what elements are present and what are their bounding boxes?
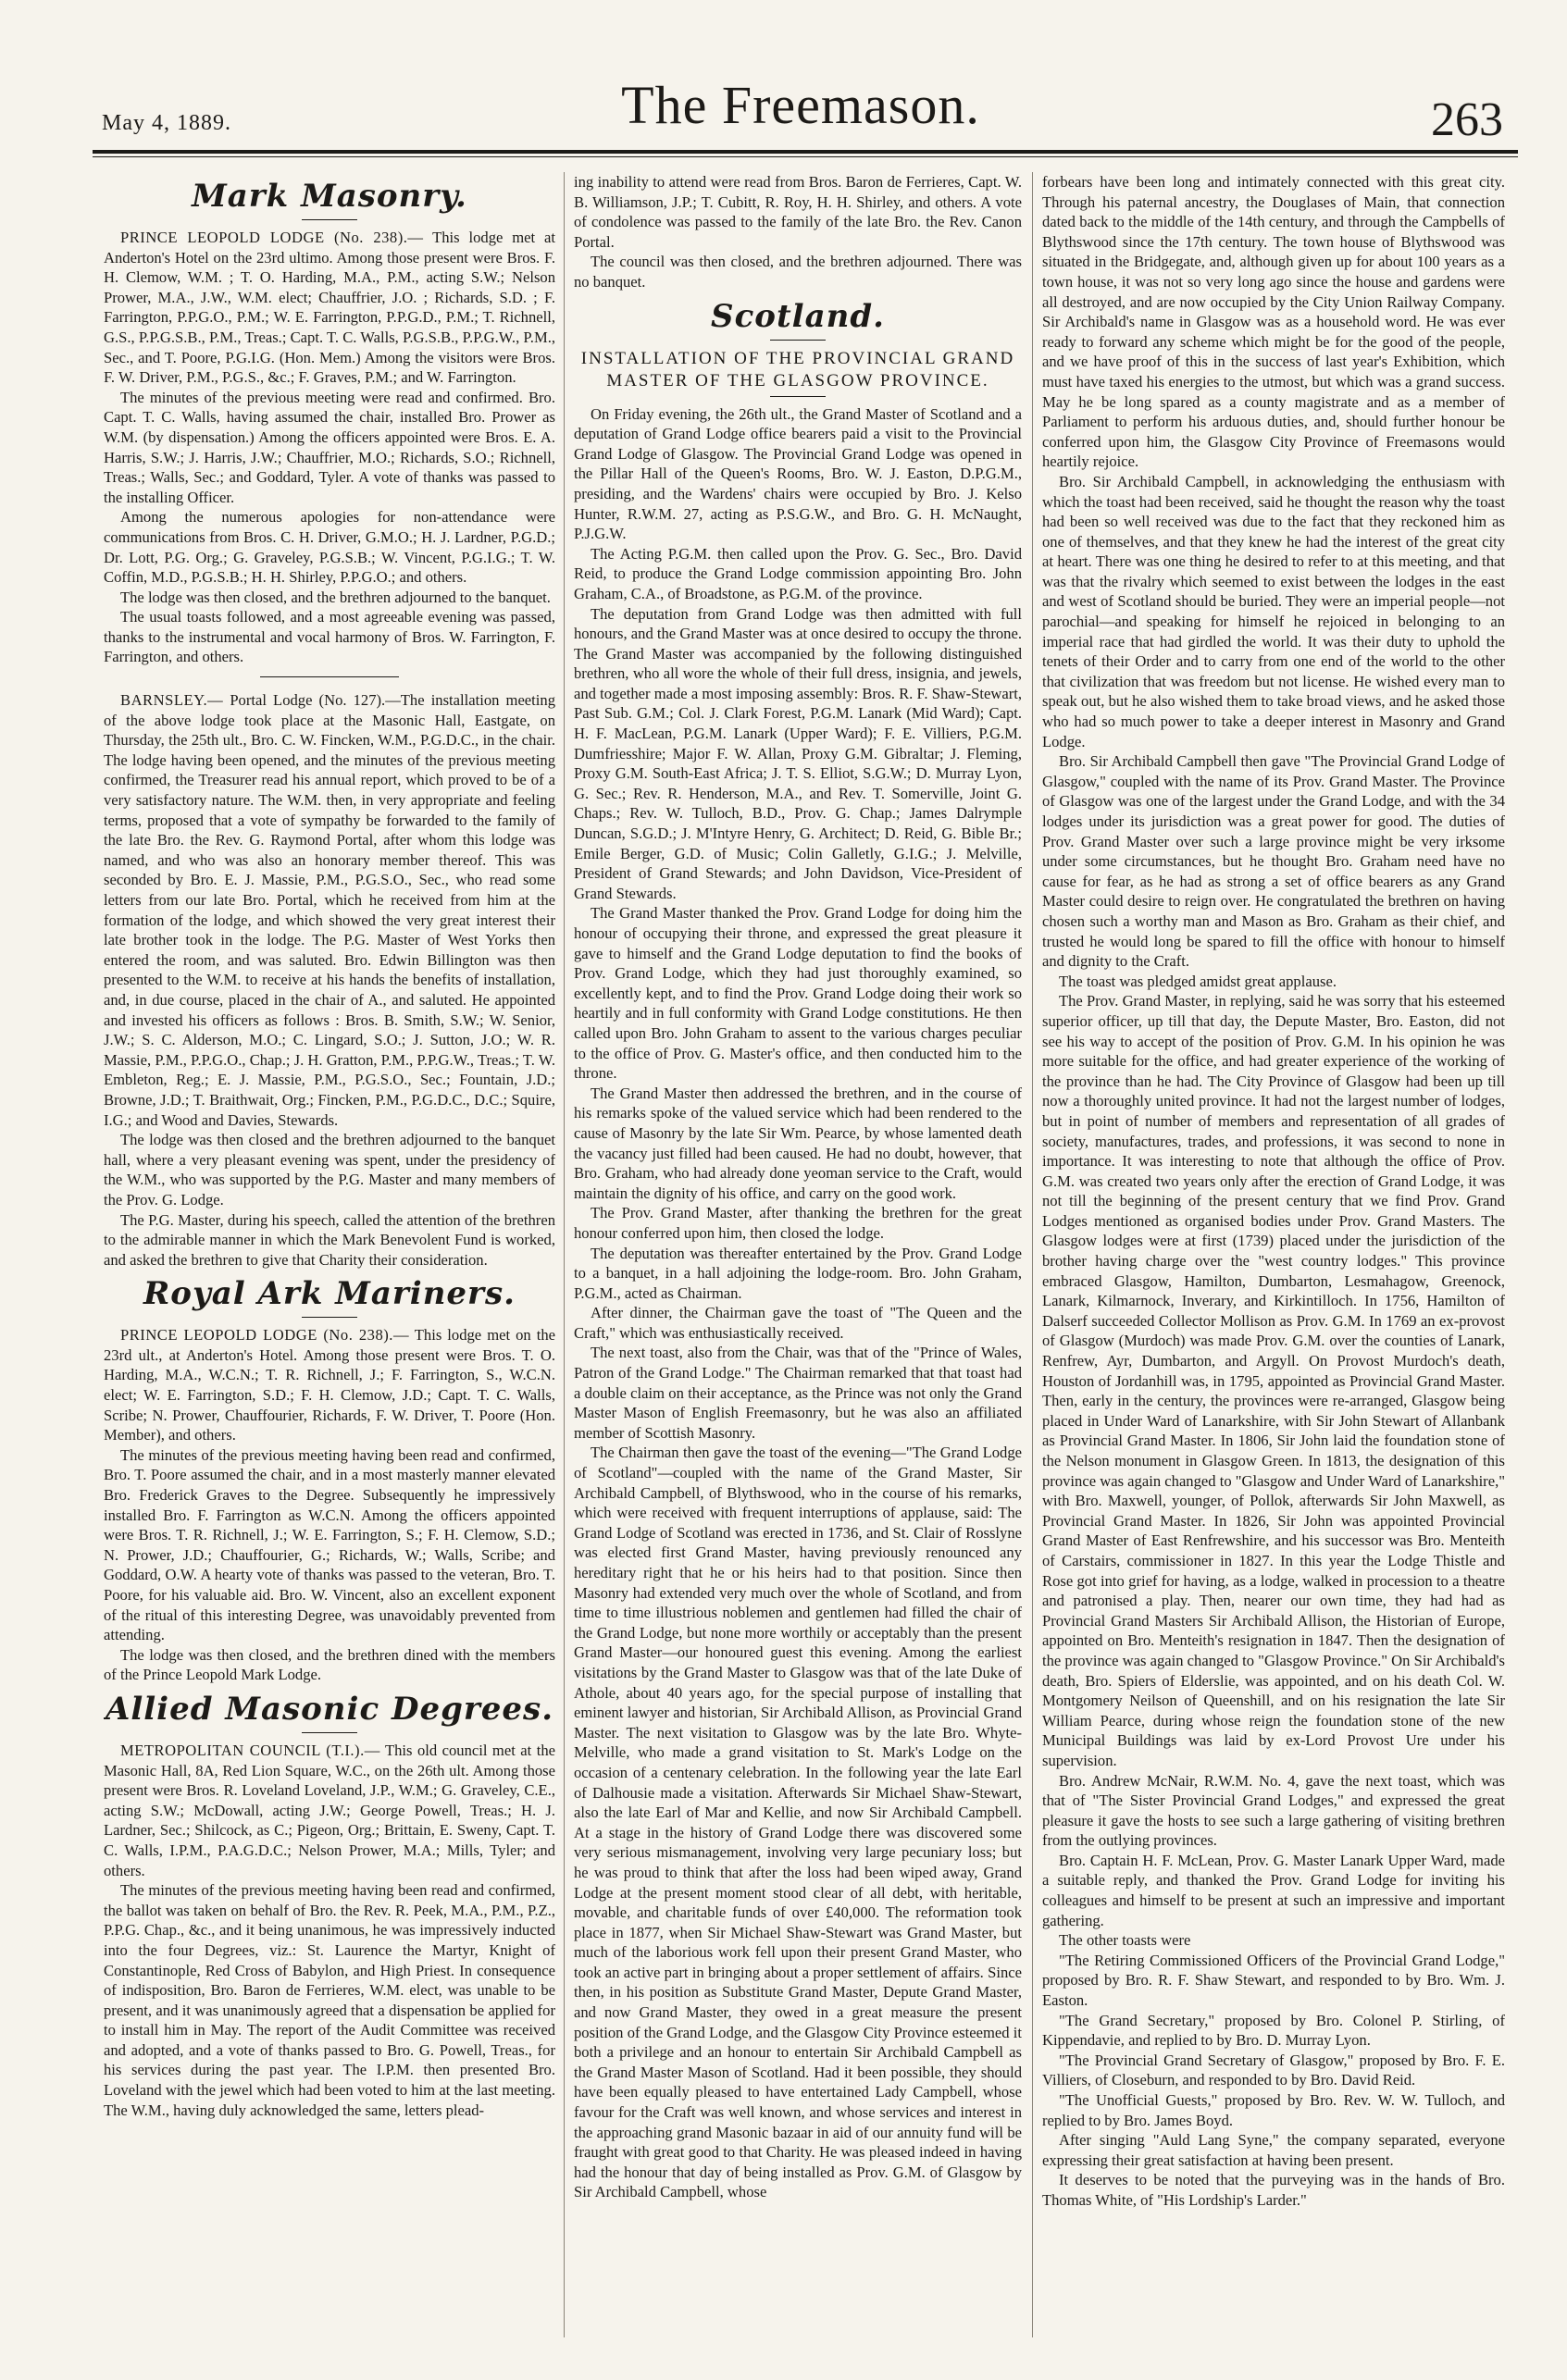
paragraph: The Acting P.G.M. then called upon the Prov. G. Sec., Bro. David Reid, to produce the Grand Lodge commission appointing Bro. John Graham, C.A., of Broadstone, as P.G.M. of the province. [574,544,1022,602]
paragraph: forbears have been long and intimately connected with this great city. Through his paternal ancestry, the Douglases of Main, that connection dated back to the middle of the 14th century, and through the Campbells of Blythswood since the 17th century. The town house of Blythswood was situated in the Bridgegate, and, although given up for about 100 years as a town house, it was not so very long ago since the house and gardens were all destroyed, and are now occupied by the City Union Railway Company. Sir Archibald's name in Glasgow was as a household word. He was ever ready to forward any scheme which might be for the good of the people, and we have proof of this in the success of last year's Exhibition, which must have taxed his energies to the utmost, but which was a grand success. May he be long spared as a county magistrate and as a member of Parliament to perform his arduous duties, and, should further honour be conferred upon him, the Glasgow City Province of Freemasons would heartily rejoice. [1042,173,1505,471]
paragraph: Bro. Captain H. F. McLean, Prov. G. Master Lanark Upper Ward, made a suitable reply, and thanked the Prov. Grand Lodge for inviting his colleagues and himself to be present at such an impressive and important gathering. [1042,1851,1505,1929]
paragraph: The Prov. Grand Master, after thanking the brethren for the great honour conferred upon him, then closed the lodge. [574,1204,1022,1242]
paragraph: Among the numerous apologies for non-attendance were communications from Bros. C. H. Driver, G.M.O.; H. J. Lardner, P.G.D.; Dr. Lott, P.G. Org.; G. Graveley, P.G.S.B.; W. Vincent, P.G.I.G.; T. W. Coffin, M.D., P.G.S.B.; H. H. Shirley, P.P.G.O.; and others. [104,508,555,587]
paragraph: It deserves to be noted that the purveying was in the hands of Bro. Thomas White, of "His Lordship's Larder." [1042,2171,1505,2209]
lodge-name: PRINCE LEOPOLD LODGE (No. 238).— [120,229,424,246]
paragraph: Bro. Sir Archibald Campbell, in acknowledging the enthusiasm with which the toast had been received, said he thought the reason why the toast had been so well received was due to the fact that they reckoned him as one of themselves, and that they knew he had the interest of the great city at heart. There was one thing he desired to refer to at this meeting, and that was that the rivalry which seemed to exist between the lodges in the east and west of Scotland should be buried. They were an imperial people—not parochial—and speaking for himself he rejoiced in belonging to an imperial race that had girdled the world. It was their duty to uphold the tenets of their Order and to carry from one end of the world to the other that civilization that was freedom but not license. He wished every man to speak out, but he also wished them to take broad views, and he asked those who had so much power to take a deeper interest in Masonry and Grand Lodge. [1042,472,1505,750]
paragraph: The minutes of the previous meeting having been read and confirmed, Bro. T. Poore assumed the chair, and in a most masterly manner elevated Bro. Frederick Graves to the Degree. Subsequently he impressively installed Bro. F. Farrington as W.C.N. Among the officers appointed were Bros. T. R. Richnell, J.; W. E. Farrington, S.; F. H. Clemow, S.D.; N. Prower, J.D.; Chauffourier, G.; Richards, W.; Walls, Scribe; and Goddard, O.W. A hearty vote of thanks was passed to the veteran, Bro. T. Poore, for his valuable aid. Bro. W. Vincent, also an excellent exponent of the ritual of this interesting Degree, was unavoidably prevented from attending. [104,1445,555,1644]
paragraph: "The Grand Secretary," proposed by Bro. Colonel P. Stirling, of Kippendavie, and replied to by Bro. D. Murray Lyon. [1042,2011,1505,2050]
paragraph: The Grand Master then addressed the brethren, and in the course of his remarks spoke of the valued service which had been rendered to the cause of Masonry by the late Sir Wm. Pearce, by whose lamented death the vacancy just filled had been caused. He had no doubt, however, that Bro. Graham, who had already done yeoman service to the Craft, would maintain the dignity of his office, and carry on the good work. [574,1084,1022,1202]
issue-date: May 4, 1889. [102,111,231,135]
paragraph: The lodge was then closed, and the brethren adjourned to the banquet. [120,588,551,606]
column-2 [574,172,1022,2356]
paragraph: The deputation was thereafter entertained by the Prov. Grand Lodge to a banquet, in a hall adjoining the lodge-room. Bro. John Graham, P.G.M., acted as Chairman. [574,1244,1022,1302]
column-separator [1032,172,1033,2337]
lodge-report-text: This old council met at the Masonic Hall, 8A, Red Lion Square, W.C., on the 26th ult. Among those present were Bros. R. Loveland Loveland, J.P., W.M.; G. Graveley, C.E., acting S.W.; McDowall, acting J.W.; George Powell, Treas.; H. J. Lardner, Sec.; Shilcock, as C.; Pigeon, Org.; Brittain, E. Sweny, Capt. T. C. Walls, I.P.M., P.A.G.D.C.; Nelson Prower, M.A.; Mills, Tyler; and others. [104,1741,555,1879]
section-rule [302,1732,357,1733]
lodge-report-text: Portal Lodge (No. 127).—The installation meeting of the above lodge took place at the Masonic Hall, Eastgate, on Thursday, the 25th ult., Bro. C. W. Fincken, W.M., P.G.D.C., in the chair. The lodge having been opened, and the minutes of the previous meeting confirmed, the Treasurer read his annual report, which proved to be of a very satisfactory nature. The W.M. then, in very appropriate and feeling terms, proposed that a vote of sympathy be forwarded to the family of the late Bro. the Rev. G. Raymond Portal, after whom this lodge was named, and who was also an honorary member thereof. This was seconded by Bro. E. J. Massie, P.M., P.G.S.O., Sec., who read some letters from our late Bro. Portal, which he received from him at the formation of the lodge, and which showed the very great interest their late brother took in the lodge. The P.G. Master of West Yorks then entered the room, and was saluted. Bro. Edwin Billington was then presented to the W.M. to receive at his hands the benefits of installation, and, in due course, placed in the chair of A., and saluted. He appointed and invested his officers as follows : Bros. B. Smith, S.W.; W. Senior, J.W.; S. C. Alderson, M.O.; C. Lingard, S.O.; J. Sutton, J.O.; W. R. Massie, P.M., P.P.G.O., Chap.; J. H. Gratton, P.M., P.P.G.W., Treas.; T. W. Embleton, Reg.; E. J. Massie, P.M., P.G.S.O., Sec.; Fountain, J.D.; Browne, J.D.; T. Braithwait, Org.; Fincken, P.M., P.G.D.C., D.C.; Squire, I.G.; and Wood and Davies, Stewards. [104,691,555,1129]
paragraph: The Chairman then gave the toast of the evening—"The Grand Lodge of Scotland"—coupled with the name of the Grand Master, Sir Archibald Campbell, of Blythswood, who in the course of his remarks, which were received with frequent interruptions of applause, said: The Grand Lodge of Scotland was erected in 1736, and St. Clair of Rosslyne was elected first Grand Master, having previously renounced any hereditary right that he or his heirs had to that position. Since then Masonry had extended very much over the whole of Scotland, and from time to time illustrious noblemen and gentlemen had filled the chair of the Grand Lodge, but none more worthily or acceptably than the present Grand Master—our honoured guest this evening. Among the earliest visitations by the Grand Master to Glasgow was that of the late Duke of Athole, about 40 years ago, for the special purpose of installing that eminent lawyer and historian, Sir Archibald Allison, as Provincial Grand Master. The next visitation to Glasgow was by the late Bro. Whyte-Melville, who made a grand visitation to St. Mark's Lodge on the occasion of a centenary celebration. In the following year the late Earl of Dalhousie made a visitation. Afterwards Sir Michael Shaw-Stewart, also the late Earl of Mar and Kellie, and now Sir Archibald Campbell. At a stage in the history of Grand Lodge there was discovered some very serious mismanagement, involving very large pecuniary loss; but he was proud to think that after the loss had been wiped away, Grand Lodge at the present moment stood clear of all debt, with heritable, movable, and charitable funds of over £40,000. The reformation took place in 1877, when Sir Michael Shaw-Stewart was Grand Master, but much of the laborious work fell upon their present Grand Master, who took an active part in bringing about a proper settlement of affairs. Since then, in his position as Substitute Grand Master, Depute Grand Master, and now Grand Master, they owed in a great measure the present position of the Grand Lodge, and the Glasgow City Province esteemed it both a privilege and an honour to entertain Sir Archibald Campbell as the Grand Master Mason of Scotland. Had it been possible, they should have been equally pleased to have entertained Lady Campbell, whose favour for the Craft was well known, and whose services and interest in the approaching grand Masonic bazaar in aid of our annuity fund will be fraught with great good to that Charity. He was pleased indeed in having had the honour that day of being installed as Prov. G.M. of Glasgow by Sir Archibald Campbell, whose [574,1444,1022,2201]
paragraph: "The Provincial Grand Secretary of Glasgow," proposed by Bro. F. E. Villiers, of Closeburn, and responded to by Bro. David Reid. [1042,2051,1505,2089]
paragraph: "The Retiring Commissioned Officers of the Provincial Grand Lodge," proposed by Bro. R. F. Shaw Stewart, and responded to by Bro. Wm. J. Easton. [1042,1951,1505,2010]
masthead-rule-thin [93,156,1518,157]
lodge-name: BARNSLEY.— [120,691,224,710]
lodge-report [104,1325,555,1445]
column-1 [104,172,555,2356]
paragraph: The toast was pledged amidst great applause. [1059,972,1337,990]
masthead-rule [93,150,1518,154]
paragraph: Bro. Sir Archibald Campbell then gave "The Provincial Grand Lodge of Glasgow," coupled with the name of its Prov. Grand Master. The Province of Glasgow was one of the largest under the Grand Lodge, and with the 34 lodges under its jurisdiction was a great power for good. The duties of Prov. Grand Master over such a large province might be very irksome under some circumstances, but he thought Bro. Graham need have no cause for fear, as he had as strong a set of office bearers as any Grand Master could desire to reign over. He congratulated the brethren on having chosen such a worthy man and Mason as Bro. Graham as their chief, and trusted he would long be spared to fill the office with honour to himself and dignity to the Craft. [1042,752,1505,971]
lodge-name: PRINCE LEOPOLD LODGE (No. 238).— [120,1326,410,1345]
paragraph: After dinner, the Chairman gave the toast of "The Queen and the Craft," which was enthusiastically received. [574,1304,1022,1342]
paragraph: The deputation from Grand Lodge was then admitted with full honours, and the Grand Master was at once desired to occupy the throne. The Grand Master was accompanied by the following distinguished brethren, who all wore the whole of their full dress, insignia, and jewels, and together made a most imposing assembly: Bros. R. F. Shaw-Stewart, Past Sub. G.M.; Col. J. Clark Forest, P.G.M. Lanark (Mid Ward); Capt. H. F. MacLean, P.G.M. Lanark (Upper Ward); F. E. Villiers, P.G.M. Dumfriesshire; Major F. W. Allan, Proxy G.M. Gibraltar; J. Fleming, Proxy G.M. South-East Africa; J. T. S. Elliot, S.G.W.; D. Murray Lyon, G. Sec.; Rev. R. Henderson, M.A., and Rev. T. Somerville, Joint G. Chaps.; Rev. W. Tulloch, B.D., Prov. G. Chap.; James Dalrymple Duncan, S.G.D.; J. M'Intyre Henry, G. Architect; D. Reid, G. Bible Br.; Emile Berger, G.D. of Music; Colin Galletly, G.I.G.; J. Melville, President of Grand Stewards; and John Davidson, Vice-President of Grand Stewards. [574,604,1022,902]
paragraph: On Friday evening, the 26th ult., the Grand Master of Scotland and a deputation of Grand Lodge office bearers paid a visit to the Provincial Grand Lodge of Glasgow. The Provincial Grand Lodge was opened in the Pillar Hall of the Queen's Rooms, Bro. W. J. Easton, D.P.G.M., presiding, and the Wardens' chairs were occupied by Bro. J. Kelso Hunter, R.W.M. 27, acting as P.S.G.W., and Bro. G. H. McNaught, P.J.G.W. [574,404,1022,543]
section-heading: Mark Masonry. [192,178,467,215]
section-rule [302,1317,357,1318]
paragraph: ing inability to attend were read from Bros. Baron de Ferrieres, Capt. W. B. Williamson, J.P.; T. Cubitt, R. Roy, H. H. Shirley, and others. A vote of condolence was passed to the family of the late Bro. the Rev. Canon Portal. [574,173,1022,251]
paragraph: The council was then closed, and the brethren adjourned. There was no banquet. [574,253,1022,291]
paragraph: The minutes of the previous meeting were read and confirmed. Bro. Capt. T. C. Walls, having assumed the chair, installed Bro. Prower as W.M. (by dispensation.) Among the officers appointed were Bros. E. A. Harris, S.W.; J. Harris, J.W.; Chauffrier, M.O.; Richards, S.O.; Richnell, Treas.; Walls, Sec.; and Goddard, Tyler. A vote of thanks was passed to the installing Officer. [104,388,555,506]
paragraph: "The Unofficial Guests," proposed by Bro. Rev. W. W. Tulloch, and replied to by Bro. James Boyd. [1042,2091,1505,2129]
paragraph: The Prov. Grand Master, in replying, said he was sorry that his esteemed superior officer, up till that day, the Depute Master, Bro. Easton, did not see his way to accept of the position of Prov. G.M. In his opinion he was more suitable for the office, and had greater experience of the working of the province than he had. The City Province of Glasgow had been up till now a thoroughly united province. It had not the largest number of lodges, but in point of number of members and representation of all grades of society, manufactures, trades, and professions, it was second to none in importance. It was interesting to note that although the office of Prov. G.M. was created two years only after the erection of Grand Lodge, it was not till the beginning of the present century that we find Prov. Grand Lodges mentioned as organised bodies under Prov. Grand Masters. The Glasgow lodges were at first (1739) placed under the jurisdiction of the brother having charge over the "west country lodges." This province embraced Glasgow, Hamilton, Dumbarton, Lesmahagow, Greenock, Lanark, Kilmarnock, Inverary, and Kirkintilloch. In 1756, Hamilton of Dalserf succeeded Collector Mollison as Prov. G.M. In 1769 an ex-provost of Glasgow (Murdoch) was made Prov. G.M. over the counties of Lanark, Renfrew, Ayr, Dumbarton, and Argyll. On Provost Murdoch's death, Houston of Jordanhill was, in 1795, appointed as Provincial Grand Master. Then, early in the century, the provinces were re-arranged, Glasgow being placed in Under Ward of Lanarkshire, with Sir John Stewart of Allanbank as Provincial Grand Master. In 1806, Sir John laid the foundation stone of the Nelson monument in Glasgow Green. In 1813, the designation of this province was again changed to "Glasgow and Under Ward of Lanarkshire," with Bro. Maxwell, younger, of Pollok, afterwards Sir John Maxwell, as Provincial Grand Master. In 1826, Sir John was appointed Provincial Grand Master of East Renfrewshire, and his successor was Bro. Menteith of Carstairs, commissioner in 1827. In this year the Lodge Thistle and Rose got into grief for having, as a lodge, walked in procession to a theatre and patronised a play. Then, nearer our own time, they had had as Provincial Grand Masters Sir Archibald Allison, the Historian of Europe, appointed on Bro. Menteith's resignation in 1847. Then the designation of the province was again changed to "Glasgow Province." On Sir Archibald's death, Bro. Spiers of Elderslie, was appointed, and on his death Col. W. Montgomery Neilson of Queenshill, and on his resignation the late Sir William Pearce, during whose reign the foundation stone of the new Municipal Buildings was laid by ex-Lord Provost Ure under his supervision. [1042,992,1505,1769]
section-rule [770,340,826,341]
lodge-report [104,1741,555,1880]
section-heading: Royal Ark Mariners. [143,1275,516,1313]
lodge-name: METROPOLITAN COUNCIL (T.I.).— [120,1741,380,1759]
paragraph: The P.G. Master, during his speech, called the attention of the brethren to the admirable manner in which the Mark Benevolent Fund is worked, and asked the brethren to give that Charity their consideration. [104,1210,555,1269]
lodge-report [104,690,555,1130]
paragraph: The other toasts were [1059,1931,1191,1950]
article-headline: INSTALLATION OF THE PROVINCIAL GRAND MASTER OF THE GLASGOW PROVINCE. [580,348,1015,390]
paragraph: The lodge was then closed and the brethren adjourned to the banquet hall, where a very pleasant evening was spent, under the presidency of the W.M., who was supported by the P.G. Master and many members of the Prov. G. Lodge. [104,1131,555,1209]
lodge-report-text: This lodge met on the 23rd ult., at Anderton's Hotel. Among those present were Bros. T. O. Harding, M.A., W.C.N.; T. R. Richnell, J.; F. Farrington, S., W.C.N. elect; W. E. Farrington, S.D.; F. H. Clemow, J.D.; Capt. T. C. Walls, Scribe; N. Prower, Chauffourier, Richards, F. W. Driver, T. Poore (Hon. Member), and others. [104,1326,555,1444]
section-heading: Allied Masonic Degrees. [105,1690,554,1728]
article-separator [260,676,399,677]
paragraph: The lodge was then closed, and the brethren dined with the members of the Prince Leopold Mark Lodge. [104,1645,555,1684]
section-heading: Scotland. [711,297,885,335]
page-number: 263 [1431,93,1503,146]
lodge-report-text: This lodge met at Anderton's Hotel on the 23rd ultimo. Among those present were Bros. F. H. Clemow, W.M. ; T. O. Harding, M.A., P.M., acting S.W.; Nelson Prower, M.A., J.W., W.M. elect; Chauffrier, J.O. ; Richards, S.D. ; F. Farrington, P.P.G.O., P.M.; W. E. Farrington, P.P.G.D., P.M.; T. Richnell, G.S., P.P.G.S.B., P.M., Treas.; Capt. T. C. Walls, P.G.S.B., P.P.G.W., P.M., Sec., and T. Poore, P.G.I.G. (Hon. Mem.) Among the visitors were Bros. F. W. Driver, P.M., P.G.S., &c.; F. Graves, P.M.; and W. Farrington. [104,229,555,387]
paragraph: The Grand Master thanked the Prov. Grand Lodge for doing him the honour of occupying their throne, and expressed the great pleasure it gave to himself and the Grand Lodge deputation to find the books of Prov. Grand Lodge, which they had just thoroughly examined, so excellently kept, and to find the Prov. Grand Lodge doing their work so heartily and in full conformity with Grand Lodge constitutions. He then called upon Bro. John Graham to assent to the various charges peculiar to the office of Prov. G. Master's office, and then conducted him to the throne. [574,904,1022,1083]
column-separator [564,172,565,2337]
masthead [93,65,1509,150]
newspaper-title: The Freemason. [621,75,980,135]
paragraph: The usual toasts followed, and a most agreeable evening was passed, thanks to the instrumental and vocal harmony of Bros. W. Farrington, F. Farrington, and others. [104,608,555,666]
column-3 [1042,172,1505,2356]
paragraph: The minutes of the previous meeting having been read and confirmed, the ballot was taken on behalf of Bro. the Rev. R. Peek, M.A., P.M., P.Z., P.P.G. Chap., &c., and it being unanimous, he was impressively inducted into the four Degrees, viz.: St. Laurence the Martyr, Knight of Constantinople, Red Cross of Babylon, and High Priest. In consequence of indisposition, Bro. Baron de Ferrieres, W.M. elect, was unable to be present, and it was unanimously agreed that a dispensation be applied for to install him in May. The report of the Audit Committee was received and adopted, and a vote of thanks passed to Bro. G. Powell, Treas., for his services during the past year. The I.P.M. then presented Bro. Loveland with the jewel which had been voted to him at the last meeting. The W.M., having duly acknowledged the same, letters plead- [104,1881,555,2119]
paragraph: After singing "Auld Lang Syne," the company separated, everyone expressing their great satisfaction at having been present. [1042,2131,1505,2169]
lodge-report [104,228,555,388]
headline-rule [770,396,826,397]
paragraph: The next toast, also from the Chair, was that of the "Prince of Wales, Patron of the Grand Lodge." The Chairman remarked that that toast had a double claim on their acceptance, as the Prince was not only the Grand Master Mason of English Freemasonry, but he was also an affiliated member of Scottish Masonry. [574,1344,1022,1442]
section-rule [302,219,357,220]
paragraph: Bro. Andrew McNair, R.W.M. No. 4, gave the next toast, which was that of "The Sister Provincial Grand Lodges," and expressed the great pleasure it gave the hosts to see such a large gathering of visiting brethren from the outlying provinces. [1042,1771,1505,1850]
